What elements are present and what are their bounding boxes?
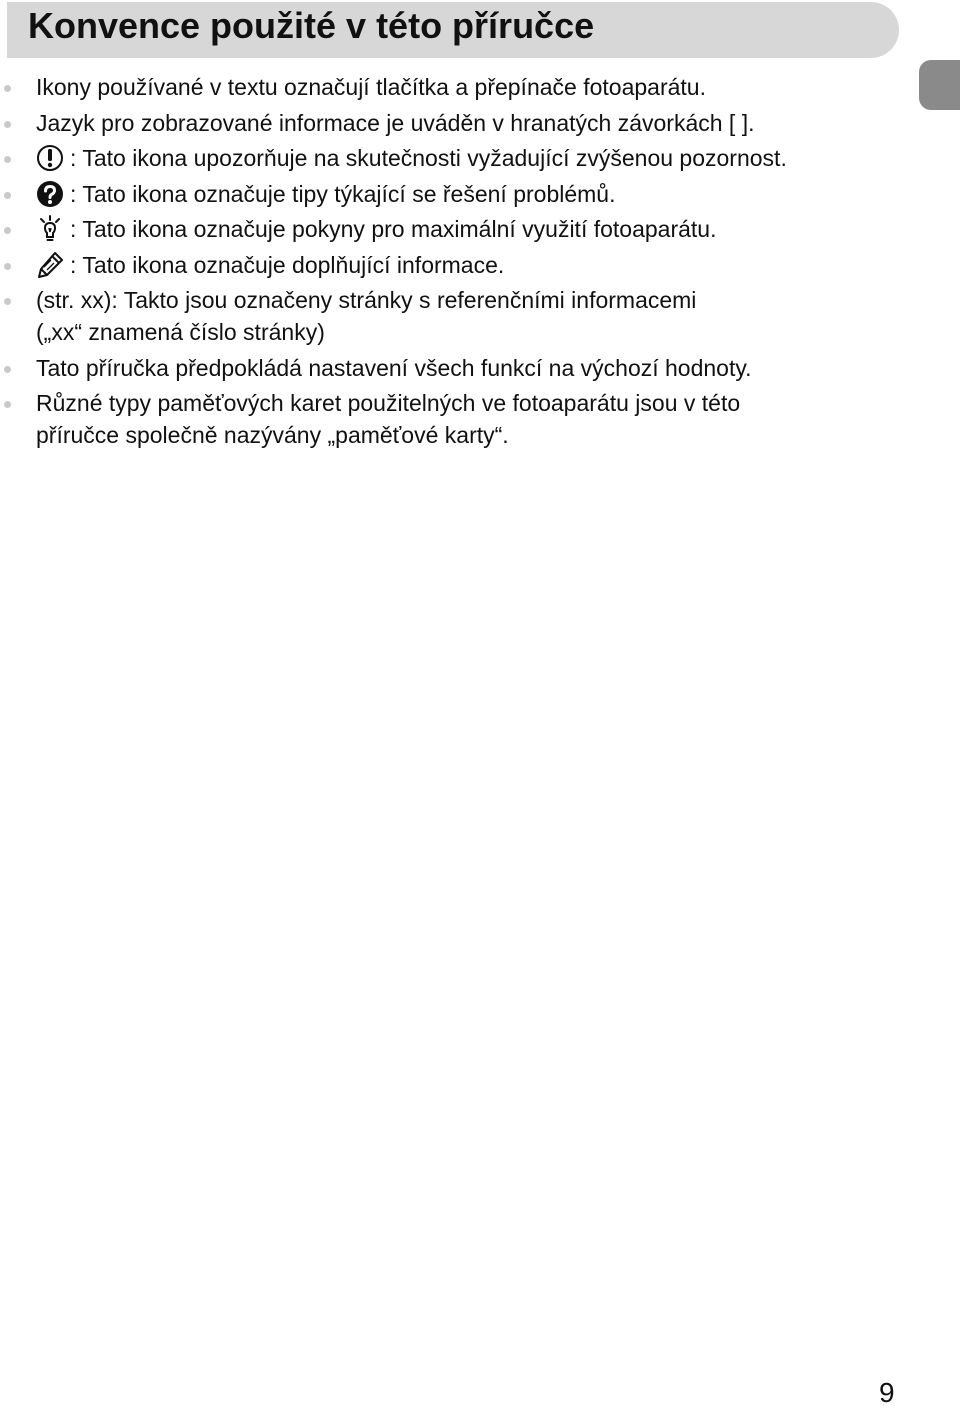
tip-icon (36, 215, 64, 243)
bullet-dot (4, 263, 11, 270)
item-text: : Tato ikona označuje doplňující informace. (70, 251, 505, 278)
page-number: 9 (879, 1377, 895, 1408)
bullet-dot (4, 366, 11, 373)
item-text: : Tato ikona označuje pokyny pro maximální využití fotoaparátu. (70, 216, 717, 242)
note-icon (36, 251, 64, 279)
bullet-dot (4, 401, 11, 408)
bullet-dot (4, 121, 11, 128)
list-item (0, 284, 900, 348)
bullet-dot (4, 227, 11, 234)
bullet-dot (4, 298, 11, 305)
list-item (0, 71, 900, 103)
caution-icon (36, 144, 64, 172)
bullet-dot (4, 85, 11, 92)
bullet-dot (4, 192, 11, 199)
list-item (0, 387, 900, 451)
item-text-line: (str. xx): Takto jsou označeny stránky s referenčními informacemi (36, 287, 697, 313)
item-text: : Tato ikona označuje tipy týkající se řešení problémů. (70, 180, 616, 207)
list-item (0, 178, 900, 210)
list-item (0, 142, 900, 174)
item-text-line: („xx“ znamená číslo stránky) (36, 319, 325, 345)
item-text: Ikony používané v textu označují tlačítka a přepínače fotoaparátu. (36, 74, 706, 100)
item-text-line: příručce společně nazývány „paměťové karty“. (36, 422, 509, 448)
troubleshooting-icon (36, 180, 64, 208)
list-item (0, 213, 900, 245)
bullet-dot (4, 156, 11, 163)
list-item (0, 352, 900, 384)
section-edge-tab (919, 60, 960, 110)
item-text: : Tato ikona upozorňuje na skutečnosti vyžadující zvýšenou pozornost. (70, 145, 787, 171)
list-item (0, 249, 900, 281)
conventions-list (0, 71, 900, 455)
page-title: Konvence použité v této příručce (28, 5, 595, 46)
list-item (0, 107, 900, 139)
item-text: Tato příručka předpokládá nastavení všech funkcí na výchozí hodnoty. (36, 354, 752, 381)
item-text: Jazyk pro zobrazované informace je uváděn v hranatých závorkách [ ]. (36, 109, 755, 136)
item-text-line: Různé typy paměťových karet použitelných ve fotoaparátu jsou v této (36, 390, 741, 416)
